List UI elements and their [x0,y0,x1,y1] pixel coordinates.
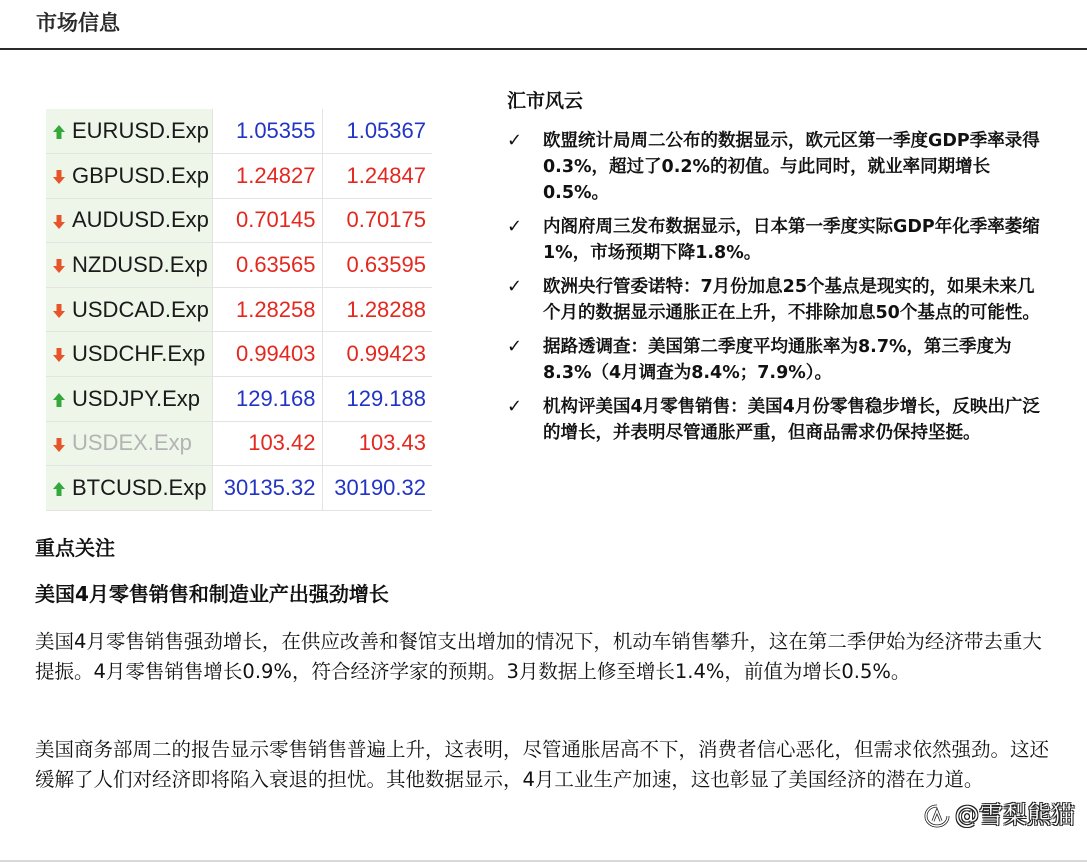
quote-bid: 1.24827 [212,154,322,199]
quote-row [46,377,432,422]
quote-bid: 0.99403 [212,332,322,377]
quote-symbol-cell [46,287,212,332]
quote-symbol-cell [46,243,212,288]
quote-bid: 1.05355 [212,109,322,154]
quote-symbol: EURUSD.Exp [72,118,209,144]
watermark-text: @雪梨熊猫 [955,801,1075,829]
arrow-down-icon [52,303,66,319]
arrow-up-icon [52,124,66,140]
arrow-down-icon [52,437,66,453]
arrow-up-icon [52,392,66,408]
quote-ask: 1.24847 [346,162,426,188]
check-icon: ✓ [507,396,523,417]
quote-row [46,421,432,466]
quote-symbol: NZDUSD.Exp [72,252,208,278]
quote-ask: 30190.32 [334,475,426,501]
quote-symbol: AUDUSD.Exp [72,207,209,233]
news-item [507,274,1047,326]
quote-ask: 0.99423 [346,341,426,367]
quote-symbol: USDEX.Exp [72,430,192,456]
quote-symbol-cell [46,421,212,466]
quote-symbol: USDCHF.Exp [72,341,206,367]
quote-row [46,466,432,511]
quote-symbol-cell [46,109,212,154]
news-item-text: 欧洲央行管委诺特：7月份加息25个基点是现实的，如果未来几个月的数据显示通胀正在上升，不排除加息50个基点的可能性。 [543,277,1040,323]
quote-symbol-cell [46,198,212,243]
quote-bid: 1.28258 [212,287,322,332]
quote-symbol-cell [46,154,212,199]
quote-bid: 0.70145 [212,198,322,243]
news-list [507,128,1047,454]
quote-bid: 30135.32 [212,466,322,511]
quote-bid: 103.42 [212,421,322,466]
quote-row [46,109,432,154]
news-item-text: 机构评美国4月零售销售：美国4月份零售稳步增长，反映出广泛的增长，并表明尽管通胀严重，但商品需求仍保持坚挺。 [543,397,1040,443]
focus-paragraph: 美国商务部周二的报告显示零售销售普遍上升，这表明，尽管通胀居高不下，消费者信心恶化，但需求依然强劲。这还缓解了人们对经济即将陷入衰退的担忧。其他数据显示，4月工业生产加速，这也彰显了美国经济的潜在力道。 [35,738,1050,791]
quote-ask: 103.43 [358,430,426,456]
news-item-text: 内阁府周三发布数据显示，日本第一季度实际GDP年化季率萎缩1%，市场预期下降1.8%。 [543,217,1040,263]
quote-ask: 0.63595 [346,252,426,278]
news-item [507,214,1047,266]
quote-symbol-cell [46,332,212,377]
quote-symbol: GBPUSD.Exp [72,162,209,188]
news-item [507,128,1047,206]
page-title: 市场信息 [36,11,120,35]
watermark [923,798,1075,832]
focus-headline: 美国4月零售销售和制造业产出强劲增长 [35,582,389,606]
quote-row [46,332,432,377]
quote-table [46,109,432,511]
quote-ask: 0.70175 [346,207,426,233]
check-icon: ✓ [507,336,523,357]
quote-row [46,243,432,288]
news-title: 汇市风云 [507,90,584,112]
header-bar [0,0,1087,50]
arrow-down-icon [52,258,66,274]
check-icon: ✓ [507,216,523,237]
focus-title: 重点关注 [35,536,115,560]
arrow-down-icon [52,214,66,230]
focus-paragraph: 美国4月零售销售强劲增长，在供应改善和餐馆支出增加的情况下，机动车销售攀升，这在第二季伊始为经济带去重大提振。4月零售销售增长0.9%，符合经济学家的预期。3月数据上修至增长1.4%，前值为增长0.5%。 [35,630,1042,683]
quote-symbol: USDJPY.Exp [72,385,200,411]
quote-symbol: USDCAD.Exp [72,296,209,322]
news-item [507,394,1047,446]
news-item-text: 据路透调查：美国第二季度平均通胀率为8.7%，第三季度为8.3%（4月调查为8.4%；7.9%）。 [543,337,1012,383]
quote-bid: 129.168 [212,377,322,422]
quote-row [46,198,432,243]
bottom-divider [0,860,1087,862]
quote-symbol-cell [46,466,212,511]
quote-symbol-cell [46,377,212,422]
check-icon: ✓ [507,276,523,297]
arrow-down-icon [52,169,66,185]
snowball-logo-icon [923,803,951,829]
news-item [507,334,1047,386]
quote-ask: 1.28288 [346,296,426,322]
quote-row [46,287,432,332]
arrow-up-icon [52,481,66,497]
check-icon: ✓ [507,130,523,151]
quote-ask: 129.188 [346,385,426,411]
quote-ask: 1.05367 [346,118,426,144]
quote-bid: 0.63565 [212,243,322,288]
quote-symbol: BTCUSD.Exp [72,475,207,501]
arrow-down-icon [52,347,66,363]
quote-row [46,154,432,199]
news-item-text: 欧盟统计局周二公布的数据显示，欧元区第一季度GDP季率录得0.3%，超过了0.2%的初值。与此同时，就业率同期增长0.5%。 [543,131,1040,203]
